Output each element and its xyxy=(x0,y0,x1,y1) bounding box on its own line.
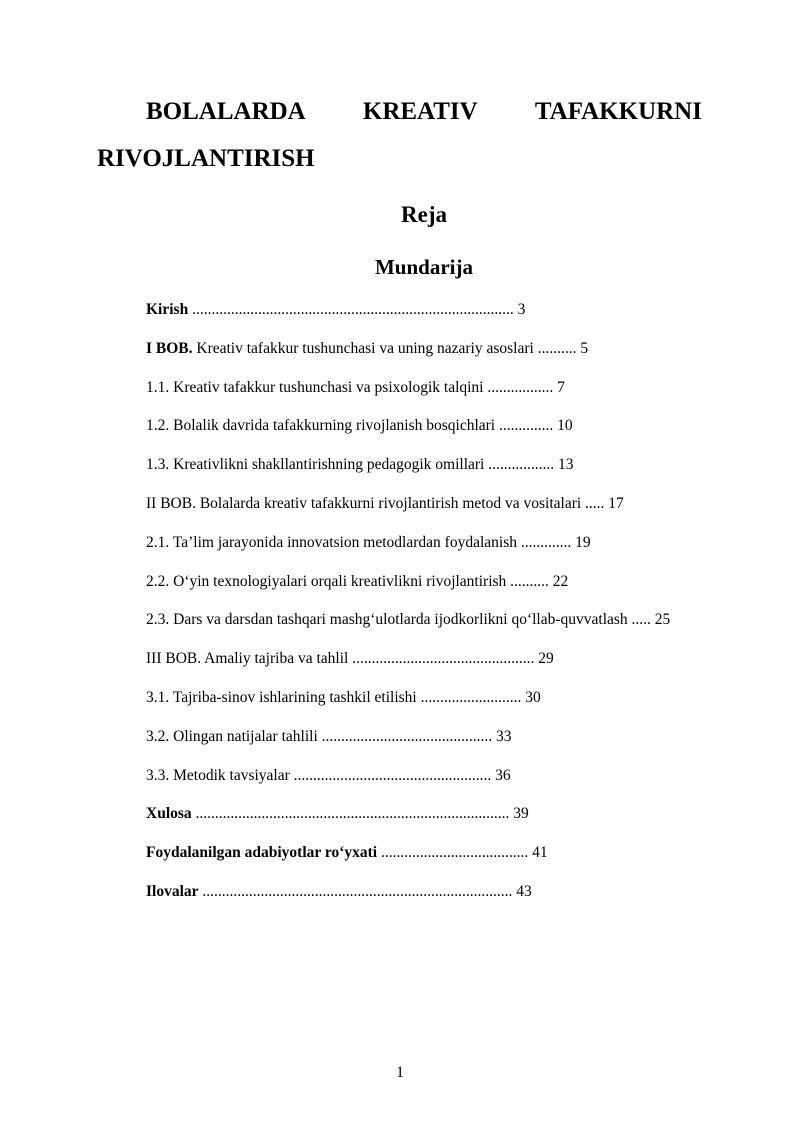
toc-entry-bold-label: Xulosa xyxy=(146,805,192,823)
toc-entry-text: 3.2. Olingan natijalar tahlili ............................................ 33 xyxy=(146,727,512,745)
toc-entry-text: ...................................... 41 xyxy=(377,844,548,862)
toc-entry-text: 1.2. Bolalik davrida tafakkurning rivojlanish bosqichlari .............. 10 xyxy=(146,417,573,435)
title-word: BOLALARDA xyxy=(146,98,306,125)
toc-entry xyxy=(146,494,746,533)
document-title-line-2: RIVOJLANTIRISH xyxy=(97,145,315,172)
toc-entry-text: 2.1. Ta’lim jarayonida innovatsion metodlardan foydalanish ............. 19 xyxy=(146,533,591,551)
toc-entry-text: ................................................................................. 39 xyxy=(191,805,529,823)
table-of-contents-heading: Mundarija xyxy=(374,255,473,279)
toc-entry xyxy=(146,300,746,339)
toc-entry-text: II BOB. Bolalarda kreativ tafakkurni rivojlantirish metod va vositalari ..... 17 xyxy=(146,494,624,512)
toc-entry-text: 3.1. Tajriba-sinov ishlarining tashkil etilishi .......................... 30 xyxy=(146,688,541,706)
title-word: TAFAKKURNI xyxy=(534,98,702,125)
toc-entry-text: 2.3. Dars va darsdan tashqari mashg‘ulotlarda ijodkorlikni qo‘llab-quvvatlash ..... 25 xyxy=(146,611,671,629)
toc-entry xyxy=(146,649,746,688)
toc-entry-text: ................................................................................... 3 xyxy=(188,301,526,318)
toc-entry-text: 1.3. Kreativlikni shakllantirishning pedagogik omillari ................. 13 xyxy=(146,456,574,474)
toc-entry xyxy=(146,882,746,921)
toc-entry xyxy=(146,843,746,882)
page-number: 1 xyxy=(396,1064,404,1081)
toc-entry xyxy=(146,688,746,727)
toc-entry xyxy=(146,416,746,455)
toc-entry-bold-label: Kirish xyxy=(146,301,189,318)
toc-entry-bold-label: I BOB. xyxy=(146,339,193,357)
reja-heading: Reja xyxy=(401,202,447,227)
toc-entry xyxy=(146,533,746,572)
toc-entry xyxy=(146,610,746,649)
toc-entry-text: 1.1. Kreativ tafakkur tushunchasi va psixologik talqini ................. 7 xyxy=(146,378,565,396)
toc-entry xyxy=(146,766,746,805)
title-word: KREATIV xyxy=(362,98,478,125)
toc-entry-bold-label: Foydalanilgan adabiyotlar ro‘yxati xyxy=(146,844,378,862)
toc-entry xyxy=(146,339,746,378)
toc-entry-text: III BOB. Amaliy tajriba va tahlil ............................................... 29 xyxy=(146,650,554,668)
toc-entry-text: 3.3. Metodik tavsiyalar ................................................... 36 xyxy=(146,766,511,784)
toc-entry xyxy=(146,804,746,843)
toc-entry-text: 2.2. O‘yin texnologiyalari orqali kreativlikni rivojlantirish .......... 22 xyxy=(146,572,569,590)
toc-entry-text: ................................................................................ 43 xyxy=(198,882,532,900)
toc-entry xyxy=(146,455,746,494)
toc-entry xyxy=(146,378,746,417)
toc-entry xyxy=(146,727,746,766)
table-of-contents xyxy=(146,300,746,921)
toc-entry xyxy=(146,572,746,611)
toc-entry-text: Kreativ tafakkur tushunchasi va uning nazariy asoslari .......... 5 xyxy=(192,339,589,357)
document-title-line-1 xyxy=(146,96,702,128)
toc-entry-bold-label: Ilovalar xyxy=(146,882,199,900)
